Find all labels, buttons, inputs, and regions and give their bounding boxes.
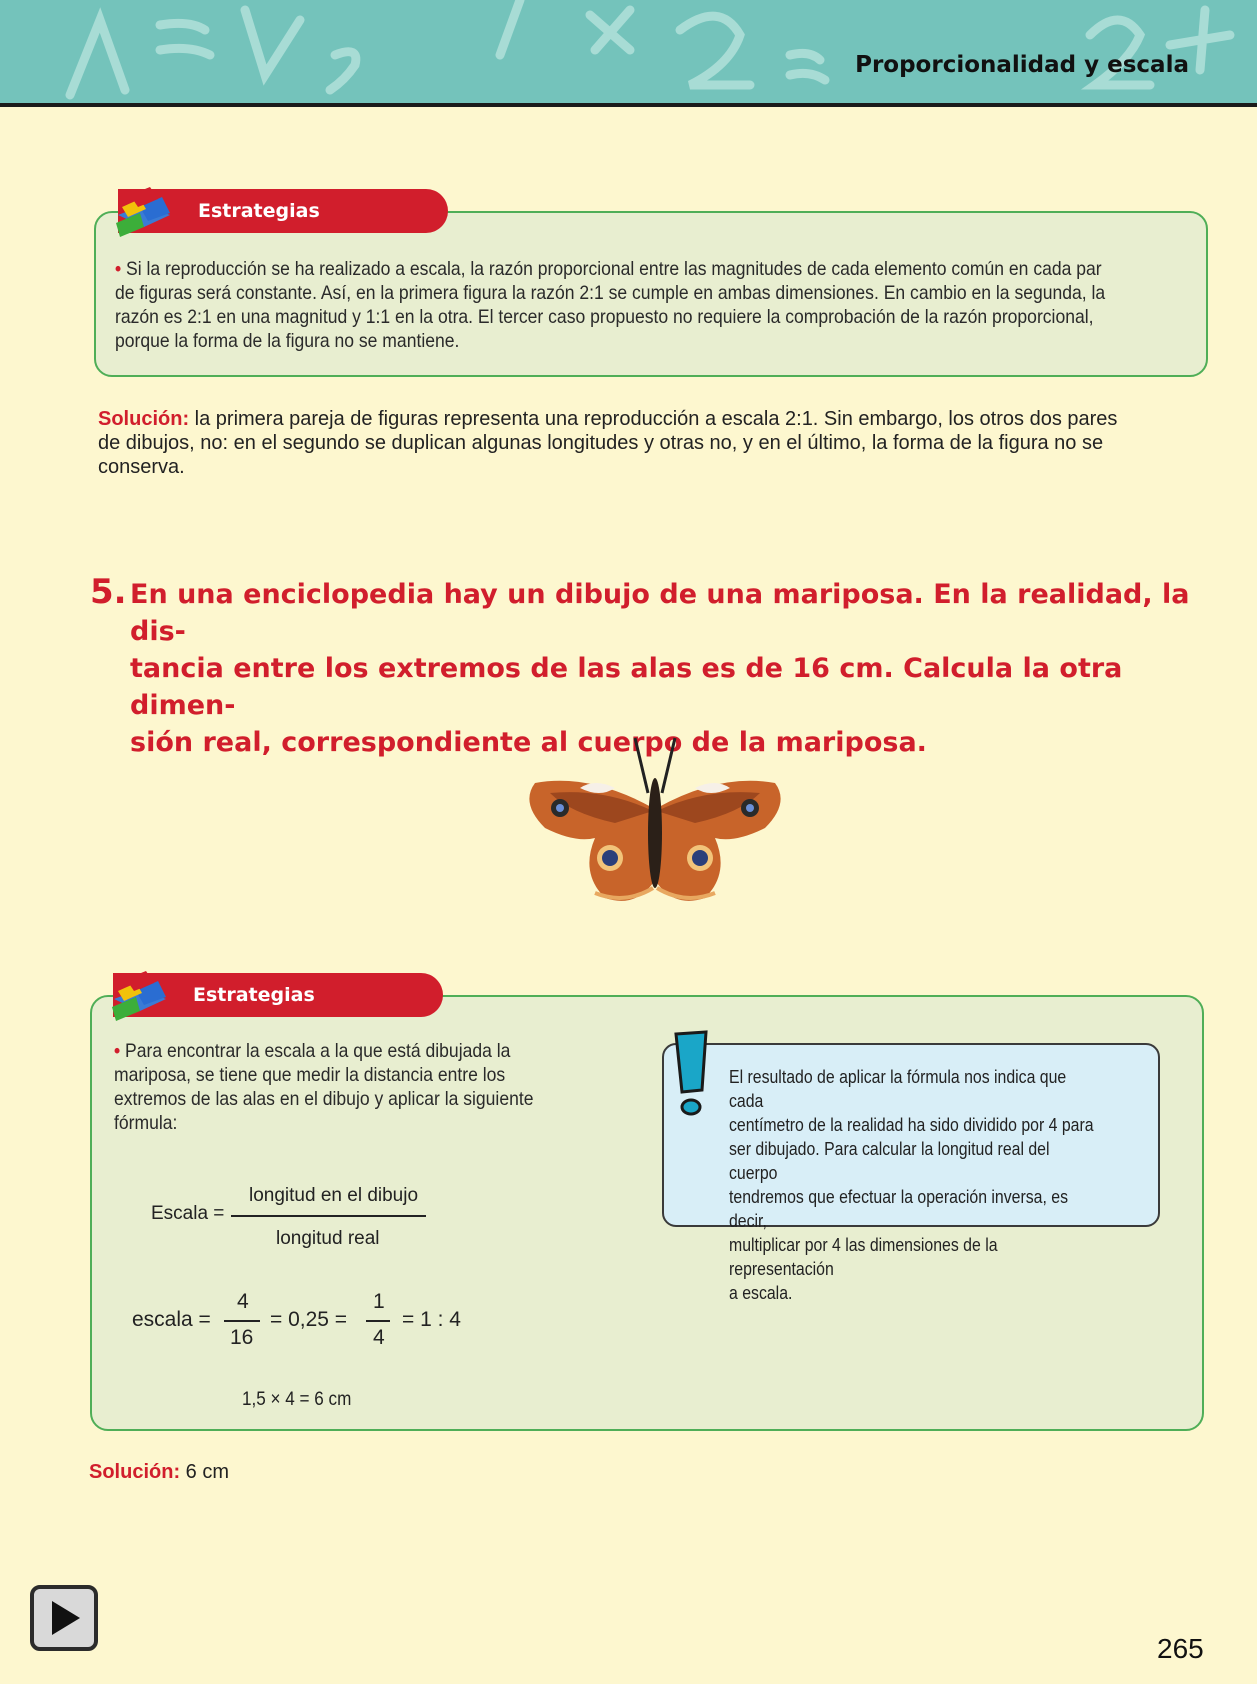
play-icon <box>34 1589 94 1647</box>
calc-mid: = 0,25 = <box>270 1308 348 1331</box>
info-callout <box>662 1043 1160 1303</box>
solution-label: Solución: <box>89 1461 181 1483</box>
puzzle-icon <box>110 183 180 243</box>
info-line: a escala. <box>729 1283 793 1303</box>
question-line: En una enciclopedia hay un dibujo de una mariposa. En la realidad, la dis- <box>130 579 1190 647</box>
puzzle-icon <box>106 967 176 1027</box>
info-line: multiplicar por 4 las dimensiones de la representación <box>729 1235 998 1279</box>
question-number: 5. <box>90 572 127 612</box>
info-line: ser dibujado. Para calcular la longitud real del cuerpo <box>729 1139 1050 1183</box>
solution-1 <box>98 407 1208 479</box>
fraction-bar <box>366 1320 390 1322</box>
solution-1-line: Solución: la primera pareja de figuras representa una reproducción a escala 2:1. Sin embargo, los otros dos pares <box>98 408 1118 430</box>
strategy-1-line: porque la forma de la figura no se mantiene. <box>115 330 460 352</box>
strategy-1-line: • Si la reproducción se ha realizado a escala, la razón proporcional entre las magnitudes de cada elemento común en cada par <box>115 258 1102 280</box>
calc-frac2-num: 1 <box>373 1290 385 1313</box>
strategy-2-line: • Para encontrar la escala a la que está dibujada la <box>114 1040 511 1062</box>
strategy-2-text <box>114 1039 582 1135</box>
info-line: tendremos que efectuar la operación inversa, es decir, <box>729 1187 1069 1231</box>
strategy-tab-label: Estrategias <box>198 200 320 222</box>
calc-frac1-num: 4 <box>237 1290 249 1313</box>
solution-2 <box>89 1460 229 1484</box>
solution-label: Solución: <box>98 408 190 430</box>
calc-frac1-den: 16 <box>230 1326 254 1349</box>
strategy-1-line: razón es 2:1 en una magnitud y 1:1 en la otra. El tercer caso propuesto no requiere la comprobación de la razón proporcional, <box>115 306 1094 328</box>
question-line: tancia entre los extremos de las alas es de 16 cm. Calcula la otra dimen- <box>130 653 1123 721</box>
scale-formula <box>151 1180 451 1270</box>
body-length-calculation: 1,5 × 4 = 6 cm <box>242 1389 352 1410</box>
bullet: • <box>115 258 122 280</box>
strategy-2-line: fórmula: <box>114 1112 178 1134</box>
formula-denominator: longitud real <box>276 1228 380 1249</box>
strategy-1-line: de figuras será constante. Así, en la primera figura la razón 2:1 se cumple en ambas dimensiones. En cambio en la segunda, la <box>115 282 1106 304</box>
calc-frac2-den: 4 <box>373 1326 385 1349</box>
question-line: sión real, correspondiente al cuerpo de la mariposa. <box>130 727 927 758</box>
formula-lhs: Escala = <box>151 1203 225 1224</box>
fraction-bar <box>224 1320 260 1322</box>
solution-1-line: conserva. <box>98 456 185 478</box>
strategy-1-text <box>115 257 1204 353</box>
exclamation-icon <box>670 1030 714 1118</box>
page-header <box>0 0 1257 107</box>
strategy-tab-label: Estrategias <box>193 984 315 1006</box>
calc-lhs: escala = <box>132 1308 211 1331</box>
chapter-title: Proporcionalidad y escala <box>855 52 1189 78</box>
strategy-2-line: mariposa, se tiene que medir la distancia entre los <box>114 1064 506 1086</box>
calc-rhs: = 1 : 4 <box>402 1308 461 1331</box>
formula-numerator: longitud en el dibujo <box>249 1185 419 1206</box>
info-line: centímetro de la realidad ha sido dividido por 4 para <box>729 1115 1094 1135</box>
bullet: • <box>114 1040 121 1062</box>
info-text <box>729 1065 1099 1305</box>
fraction-bar <box>231 1215 426 1217</box>
page-number: 265 <box>1157 1633 1204 1664</box>
info-line: El resultado de aplicar la fórmula nos indica que cada <box>729 1067 1067 1111</box>
solution-1-line: de dibujos, no: en el segundo se duplican algunas longitudes y otras no, y en el último, la forma de la figura no se <box>98 432 1104 454</box>
play-button[interactable] <box>30 1585 98 1651</box>
solution-value: 6 cm <box>180 1461 230 1483</box>
strategy-2-line: extremos de las alas en el dibujo y aplicar la siguiente <box>114 1088 534 1110</box>
scale-calculation <box>132 1290 492 1350</box>
butterfly-image <box>520 733 795 908</box>
